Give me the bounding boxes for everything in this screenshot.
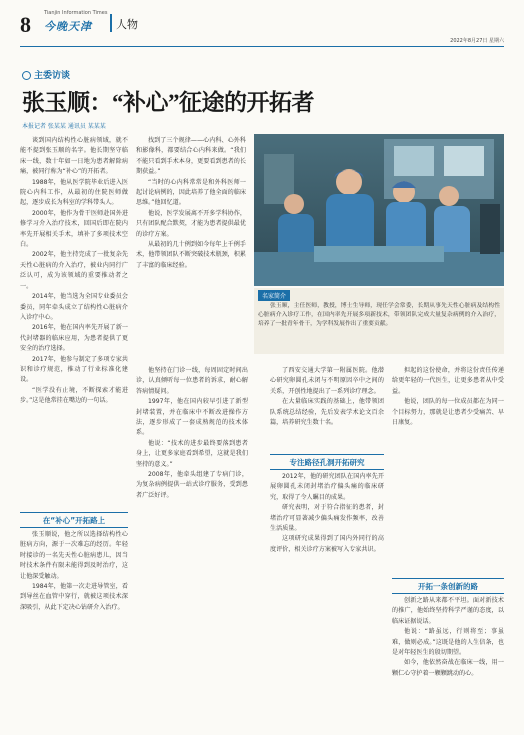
circle-icon: [22, 71, 31, 80]
paragraph: 谈到国内结构性心脏病领域，就不能不提到张玉顺的名字。他长期坚守临床一线，数十年如一日地为患者解除病痛，被同行称为“补心”的开拓者。: [20, 137, 128, 176]
paragraph: 他说，团队的每一位成员都在为同一个目标努力，那就是让患者少受痛苦、早日康复。: [392, 398, 504, 427]
paragraph: 2000年，他作为骨干医师赴国外进修学习介入治疗技术，回国后即在院内率先开展相关手术，填补了多项技术空白。: [20, 209, 128, 249]
caption-tag: 名家简介: [258, 290, 290, 301]
caption-text: 张玉顺，主任医师，教授，博士生导师，现任学会常委，长期从事先天性心脏病及结构性心脏病介入诊疗工作，在国内率先开展多项新技术，带领团队完成大量复杂病例的介入治疗，培养了一批青年骨干，为学科发展作出了重要贡献。: [258, 303, 500, 327]
paragraph: 在大量临床实践的基础上，他带领团队系统总结经验，先后发表学术论文百余篇，培养研究生数十名。: [270, 398, 384, 427]
header-divider: [110, 14, 112, 32]
column-3-lower: [270, 472, 384, 726]
brand-logo: 今晚天津: [44, 20, 92, 33]
paragraph: 2016年，他在国内率先开展了新一代封堵器的临床应用，为患者提供了更安全的治疗选择。: [20, 324, 128, 353]
column-1-lower-body: [20, 530, 128, 613]
column-2-lower-body: [136, 366, 248, 501]
paragraph: 1988年，他从医学院毕业后进入医院心内科工作，从最初的住院医师做起，逐步成长为科室的学科带头人。: [20, 178, 128, 207]
paragraph: 找到了三个规律——心内科、心外科和影像科，都要结合心内科来做。“我们不能只看到手术本身，更要看到患者的长期获益。”: [136, 137, 246, 176]
paragraph: 他说：“路虽远，行则将至；事虽难，做则必成。”这既是他的人生信条，也是对年轻医生的殷切期望。: [392, 628, 504, 657]
kicker-label: 主委访谈: [34, 71, 71, 81]
column-3: [270, 366, 384, 452]
page-header: [0, 0, 524, 50]
paragraph: 2017年，他参与制定了多项专家共识和诊疗规范，推动了行业标准化建设。: [20, 355, 128, 384]
paragraph: 2014年，他当选为全国专业委员会委员，同年牵头成立了结构性心脏病介入诊疗中心。: [20, 293, 128, 321]
paragraph: 1984年，他第一次走进导管室，看到导丝在血管中穿行，就被这项技术深深吸引，从此下定决心钻研介入治疗。: [20, 583, 128, 611]
paragraph: 他说：“技术的进步最终要落到患者身上，让更多家庭看到希望，这就是我们坚持的意义。”: [136, 439, 248, 468]
photo-caption: [254, 288, 504, 354]
header-rule: [20, 46, 504, 47]
byline: 本报记者 张某某 通讯员 某某某: [22, 123, 106, 130]
subhead-3: 开拓一条创新的路: [392, 578, 504, 594]
paragraph: 他说，医学发展离不开多学科协作，只有团队配合默契，才能为患者提供最优的诊疗方案。: [136, 209, 246, 238]
column-3-body: [270, 366, 384, 428]
column-2: [136, 136, 246, 362]
surgery-photo: [254, 134, 504, 286]
page-number: 8: [20, 12, 31, 37]
paragraph: 2008年，他牵头组建了专病门诊，为复杂病例提供一站式诊疗服务，受到患者广泛好评。: [136, 471, 248, 499]
paragraph: 担起的这份使命，并将这份责任传递给更年轻的一代医生，让更多患者从中受益。: [392, 367, 504, 395]
column-1-lower: [20, 530, 128, 726]
column-2-body: [136, 136, 246, 271]
paragraph: 这项研究成果得到了国内外同行的高度评价，相关诊疗方案被写入专家共识。: [270, 535, 384, 553]
paragraph: 创新之路从来都不平坦。面对新技术的推广，他始终坚持科学严谨的态度，以临床证据说话。: [392, 597, 504, 625]
paragraph: 2012年，他的研究团队在国内率先开展卵圆孔未闭封堵治疗偏头痛的临床研究，取得了令人瞩目的成果。: [270, 473, 384, 501]
paragraph: “医学没有止境，不断探索才能进步。”这是他常挂在嘴边的一句话。: [20, 386, 128, 405]
paragraph: 如今，他依然奋战在临床一线，用一颗仁心守护着一颗颗跳动的心。: [392, 659, 504, 677]
article-photo: [254, 134, 504, 286]
column-4-body: [392, 366, 504, 428]
subhead-1: 在“补心”开拓路上: [20, 512, 128, 528]
section-name: 人物: [116, 18, 138, 31]
paragraph: 从最初的几十例到如今每年上千例手术，他带领团队不断突破技术瓶颈，积累了丰富的临床经验。: [136, 241, 246, 269]
column-4-lower-body: [392, 596, 504, 679]
paragraph: 张玉顺说，他之所以选择结构性心脏病方向，源于一次难忘的经历。年轻时接诊的一名先天性心脏病患儿，因当时技术条件有限未能得到及时治疗，这让他深受触动。: [20, 531, 128, 580]
issue-date: 2022年8月27日 星期六: [450, 38, 504, 44]
column-4: [392, 366, 504, 574]
column-1-body: [20, 136, 128, 407]
paragraph: “当时的心内科常常是和外科医师一起讨论病例的，因此培养了他全面的临床思维。”他回忆道。: [136, 178, 246, 207]
paper-name: Tianjin Information Times: [44, 10, 108, 16]
paragraph: 1997年，他在国内较早引进了新型封堵装置，并在临床中不断改进操作方法，逐步形成了一套成熟规范的技术体系。: [136, 398, 248, 437]
kicker: [22, 68, 70, 81]
paragraph: 他坚持在门诊一线，每周固定时间出诊，认真倾听每一位患者的诉求，耐心解答病情疑问。: [136, 367, 248, 395]
column-4-lower: [392, 596, 504, 726]
paragraph: 了西安交通大学第一附属医院。他潜心研究卵圆孔未闭与不明原因卒中之间的关系，开创性地提出了一系列诊疗理念。: [270, 367, 384, 395]
paragraph: 研究表明，对于符合指征的患者，封堵治疗可显著减少偏头痛发作频率，改善生活质量。: [270, 504, 384, 533]
article-title: 张玉顺：“补心”征途的开拓者: [22, 90, 314, 115]
paragraph: 2002年，他主持完成了一批复杂先天性心脏病的介入治疗，被业内同行广泛认可，成为该领域的重要推动者之一。: [20, 251, 128, 290]
subhead-2: 专注路径孔洞开拓研究: [270, 454, 384, 470]
column-2-lower: [136, 366, 248, 726]
column-3-lower-body: [270, 472, 384, 555]
